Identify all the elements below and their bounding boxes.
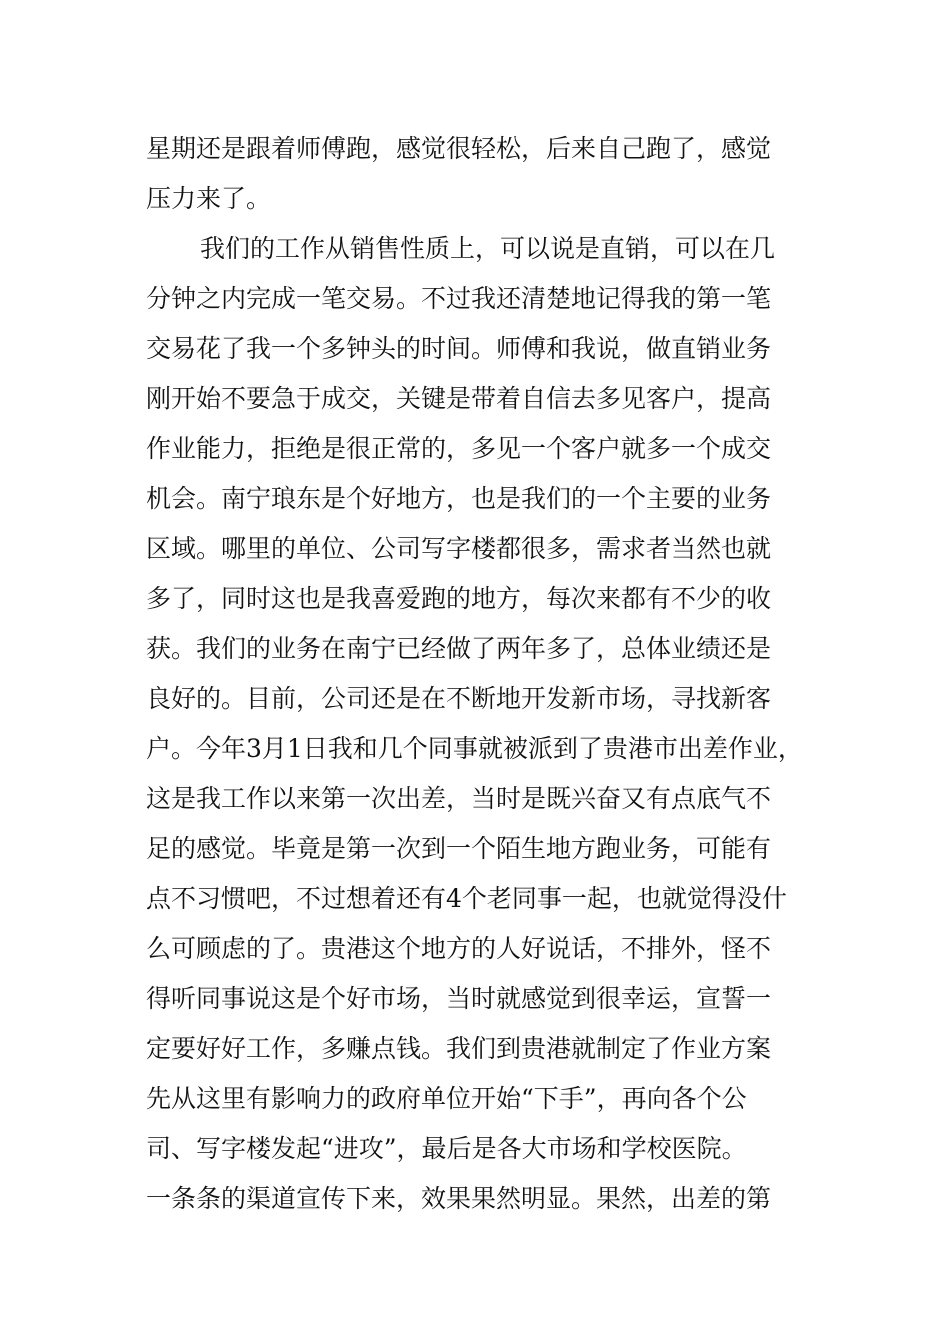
text-line: 区域。哪里的单位、公司写字楼都很多，需求者当然也就 (146, 534, 772, 563)
text-line: 作业能力，拒绝是很正常的，多见一个客户就多一个成交 (146, 434, 772, 463)
text-line: 机会。南宁琅东是个好地方，也是我们的一个主要的业务 (146, 484, 772, 513)
text-line: 分钟之内完成一笔交易。不过我还清楚地记得我的第一笔 (146, 284, 772, 313)
text-line: 交易花了我一个多钟头的时间。师傅和我说，做直销业务 (146, 334, 772, 363)
text-line: 压力来了。 (146, 184, 272, 213)
text-line: 一条条的渠道宣传下来，效果果然明显。果然，出差的第 (146, 1184, 772, 1213)
text-line: 良好的。目前，公司还是在不断地开发新市场，寻找新客 (146, 684, 772, 713)
text-line: 刚开始不要急于成交，关键是带着自信去多见客户，提高 (146, 384, 772, 413)
text-line: 么可顾虑的了。贵港这个地方的人好说话，不排外，怪不 (146, 934, 772, 963)
text-line: 司、写字楼发起“进攻”，最后是各大市场和学校医院。 (146, 1134, 747, 1163)
text-line: 先从这里有影响力的政府单位开始“下手”，再向各个公 (146, 1084, 747, 1113)
text-line: 多了，同时这也是我喜爱跑的地方，每次来都有不少的收 (146, 584, 772, 613)
text-line: 获。我们的业务在南宁已经做了两年多了，总体业绩还是 (146, 634, 772, 663)
paragraph-first-line: 我们的工作从销售性质上，可以说是直销，可以在几 (200, 234, 776, 263)
text-line: 这是我工作以来第一次出差，当时是既兴奋又有点底气不 (146, 784, 772, 813)
text-line: 定要好好工作，多赚点钱。我们到贵港就制定了作业方案 (146, 1034, 772, 1063)
text-line: 点不习惯吧，不过想着还有4个老同事一起，也就觉得没什 (146, 884, 787, 913)
text-line: 户。今年3月1日我和几个同事就被派到了贵港市出差作业， (146, 734, 803, 763)
text-line: 足的感觉。毕竟是第一次到一个陌生地方跑业务，可能有 (146, 834, 772, 863)
text-line: 星期还是跟着师傅跑，感觉很轻松，后来自己跑了，感觉 (146, 134, 772, 163)
text-line: 得听同事说这是个好市场，当时就感觉到很幸运，宣誓一 (146, 984, 772, 1013)
body-text (146, 124, 826, 1224)
